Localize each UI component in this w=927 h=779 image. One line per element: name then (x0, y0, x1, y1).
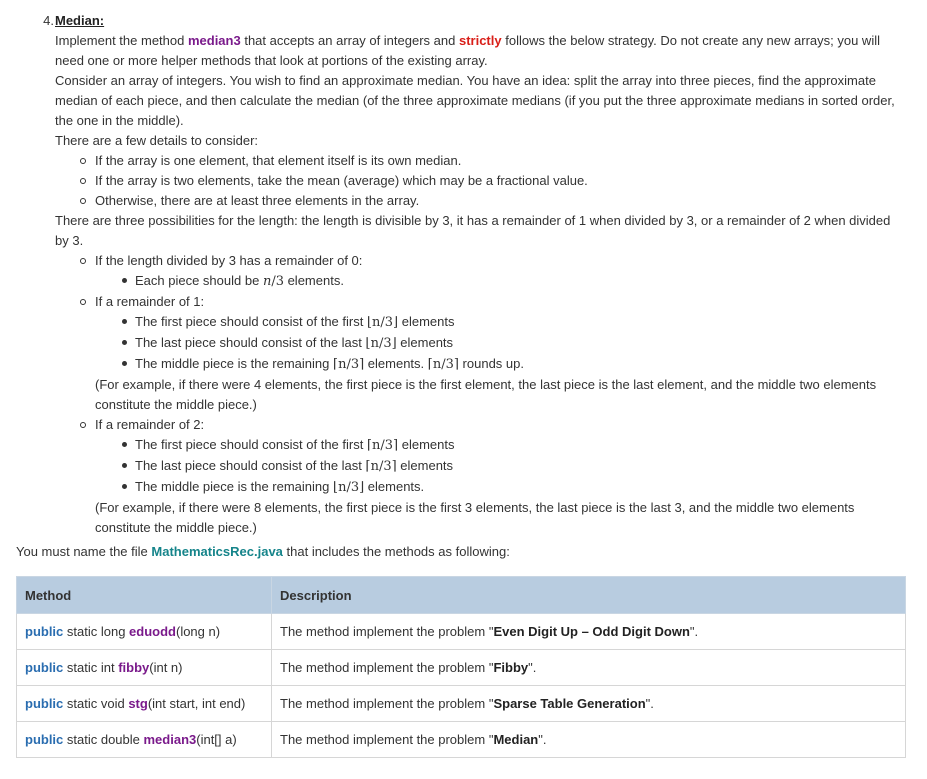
keyword: public (25, 660, 64, 675)
question-body (55, 11, 905, 538)
method-name-highlight: median3 (187, 33, 241, 48)
method-name: fibby (118, 660, 150, 675)
file-line-text: You must name the file (16, 544, 152, 559)
math-expr: ⌊n/3⌋ (366, 315, 399, 330)
case-label: If a remainder of 2: (95, 417, 205, 432)
question-title: Median: (55, 13, 105, 28)
description-text: The method implement the problem " (280, 732, 494, 747)
table-row (17, 650, 906, 686)
item-text: The last piece should consist of the last (135, 335, 366, 350)
signature-text: static double (63, 732, 144, 747)
list-item (95, 354, 905, 375)
signature-text: static void (63, 696, 129, 711)
keyword: public (25, 624, 64, 639)
question-number: 4. (43, 13, 54, 28)
method-signature (17, 614, 272, 650)
description-text: ". (538, 732, 547, 747)
intro-text: that accepts an array of integers and (240, 33, 459, 48)
description-text: The method implement the problem " (280, 624, 494, 639)
item-text: rounds up. (458, 356, 524, 371)
signature-text: (int[] a) (196, 732, 237, 747)
header-description: Description (272, 577, 906, 614)
possibilities-paragraph: There are three possibilities for the length: the length is divisible by 3, it has a remainder of 1 when divided by 3, or a remainder of 2 when divided by 3. (55, 213, 891, 248)
methods-table (16, 576, 906, 758)
math-expr: ⌊n/3⌋ (333, 480, 365, 495)
signature-text: (int n) (149, 660, 183, 675)
file-requirement (16, 542, 510, 562)
table-row (17, 686, 906, 722)
intro-paragraph (55, 31, 905, 71)
description-text: The method implement the problem " (280, 696, 494, 711)
method-description (272, 650, 906, 686)
strictly-highlight: strictly (458, 33, 502, 48)
item-text: elements. (283, 273, 344, 288)
case-item (55, 415, 905, 538)
item-text: The middle piece is the remaining (135, 356, 333, 371)
signature-text: static int (63, 660, 119, 675)
list-item: If the array is two elements, take the mean (average) which may be a fractional value. (55, 171, 905, 191)
math-expr: ⌈n/3⌉ (365, 459, 397, 474)
math-expr: /3 (271, 274, 284, 289)
math-expr: ⌈n/3⌉ (366, 438, 399, 453)
math-expr: ⌈n/3⌉ (333, 357, 365, 372)
list-item (95, 333, 905, 354)
keyword: public (25, 732, 64, 747)
table-row (17, 722, 906, 758)
problem-name: Median (493, 732, 539, 747)
table-header-row (17, 577, 906, 614)
case-label: If the length divided by 3 has a remainder of 0: (95, 253, 363, 268)
item-text: The middle piece is the remaining (135, 479, 333, 494)
list-item (95, 271, 905, 292)
method-signature (17, 686, 272, 722)
method-description (272, 686, 906, 722)
method-name: eduodd (129, 624, 176, 639)
item-text: elements (398, 314, 455, 329)
item-text: elements. (364, 479, 425, 494)
description-text: ". (528, 660, 537, 675)
case-label: If a remainder of 1: (95, 294, 205, 309)
math-expr: n (262, 274, 272, 289)
header-method: Method (17, 577, 272, 614)
description-text: ". (645, 696, 654, 711)
math-expr: ⌊n/3⌋ (365, 336, 397, 351)
list-item (95, 477, 905, 498)
item-text: The first piece should consist of the first (135, 437, 367, 452)
case-note: (For example, if there were 4 elements, the first piece is the first element, the last piece is the last element, and the middle two elements constitute the middle piece.) (95, 377, 877, 412)
case-note: (For example, if there were 8 elements, the first piece is the first 3 elements, the last piece is the last 3, and the middle two elements constitute the middle piece.) (95, 500, 855, 535)
case-sublist (55, 312, 905, 375)
case-item (55, 251, 905, 292)
list-item: Otherwise, there are at least three elements in the array. (55, 191, 905, 211)
signature-text: static long (63, 624, 130, 639)
list-item: If the array is one element, that element itself is its own median. (55, 151, 905, 171)
problem-name: Sparse Table Generation (493, 696, 646, 711)
list-item (95, 456, 905, 477)
method-name: median3 (143, 732, 197, 747)
keyword: public (25, 696, 64, 711)
item-text: elements (396, 458, 454, 473)
method-description (272, 722, 906, 758)
method-name: stg (128, 696, 148, 711)
list-item (95, 435, 905, 456)
item-text: The first piece should consist of the first (135, 314, 367, 329)
method-signature (17, 722, 272, 758)
case-sublist (55, 271, 905, 292)
filename: MathematicsRec.java (151, 544, 283, 559)
item-text: elements. (364, 356, 428, 371)
problem-name: Fibby (493, 660, 529, 675)
list-item (95, 312, 905, 333)
details-list (55, 151, 905, 211)
case-sublist (55, 435, 905, 498)
consider-paragraph: Consider an array of integers. You wish to find an approximate median. You have an idea: split the array into three pieces, find the approximate median of each piece, and then calculate the median (of the three approximate medians (if you put the three approximate medians in sorted order, the one in the middle). (55, 73, 895, 128)
description-text: The method implement the problem " (280, 660, 494, 675)
signature-text: (int start, int end) (147, 696, 246, 711)
intro-text: Implement the method (55, 33, 188, 48)
method-description (272, 614, 906, 650)
item-text: elements (398, 437, 455, 452)
file-line-text: that includes the methods as following: (282, 544, 510, 559)
item-text: The last piece should consist of the last (135, 458, 366, 473)
math-expr: ⌈n/3⌉ (427, 357, 459, 372)
description-text: ". (689, 624, 699, 639)
details-heading: There are a few details to consider: (55, 133, 259, 148)
intro-text: follows the below strategy. Do not create any new arrays; you will need one or more helper methods that look at portions of the existing array. (55, 33, 880, 68)
cases-list (55, 251, 905, 538)
case-item (55, 292, 905, 415)
signature-text: (long n) (175, 624, 221, 639)
item-text: Each piece should be (135, 273, 263, 288)
item-text: elements (396, 335, 454, 350)
problem-name: Even Digit Up – Odd Digit Down (493, 624, 690, 639)
method-signature (17, 650, 272, 686)
table-row (17, 614, 906, 650)
